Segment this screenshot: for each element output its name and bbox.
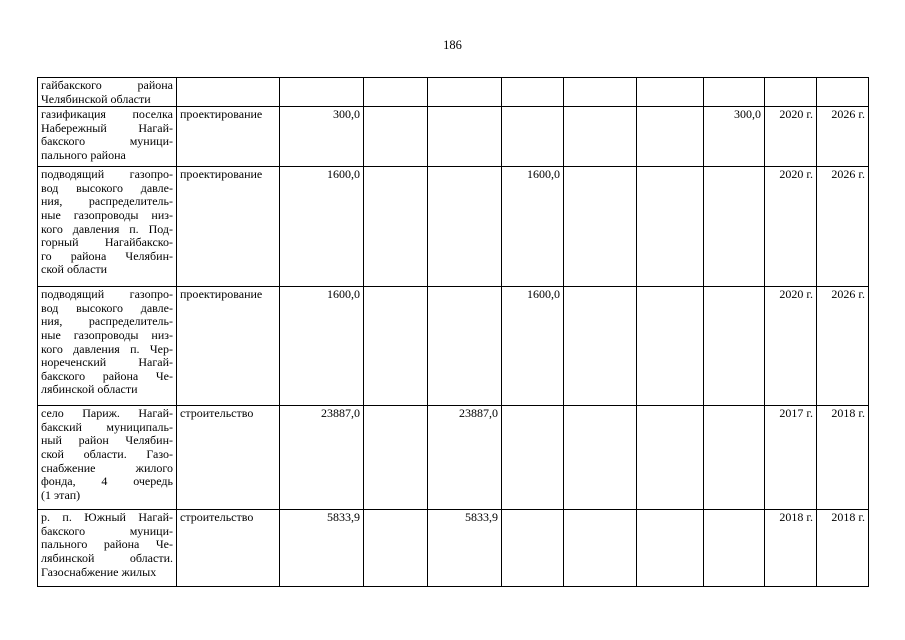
amount-cell <box>704 406 765 510</box>
amount-cell <box>704 510 765 587</box>
amount-cell: 5833,9 <box>428 510 502 587</box>
table-row <box>38 287 869 406</box>
amount-cell <box>564 107 637 167</box>
amount-cell <box>704 78 765 107</box>
object-name-line: кого давления п. Чер- <box>41 341 173 356</box>
work-type-cell: строительство <box>177 406 280 510</box>
object-name-line: пального района Че- <box>41 537 173 552</box>
total-cell: 23887,0 <box>280 406 364 510</box>
amount-cell <box>502 406 564 510</box>
amount-cell <box>637 406 704 510</box>
amount-cell <box>364 406 428 510</box>
object-name-line: село Париж. Нагай- <box>41 406 173 421</box>
amount-cell <box>637 167 704 287</box>
total-cell: 1600,0 <box>280 287 364 406</box>
object-name-line: (1 этап) <box>41 487 81 502</box>
amount-cell <box>428 78 502 107</box>
start-year-cell: 2020 г. <box>765 107 817 167</box>
total-cell: 5833,9 <box>280 510 364 587</box>
amount-cell: 1600,0 <box>502 287 564 406</box>
object-name-line: лябинской области <box>41 382 138 397</box>
amount-cell <box>428 167 502 287</box>
amount-cell <box>428 107 502 167</box>
work-type-cell <box>177 78 280 107</box>
object-name-cell <box>38 107 177 167</box>
amount-cell <box>502 78 564 107</box>
object-name-line: бакский муниципаль- <box>41 419 173 434</box>
object-name-line: подводящий газопро- <box>41 167 173 182</box>
amount-cell <box>564 287 637 406</box>
amount-cell <box>637 287 704 406</box>
amount-cell <box>637 78 704 107</box>
object-name-line: бакского муници- <box>41 134 173 149</box>
start-year-cell: 2018 г. <box>765 510 817 587</box>
object-name-line: бакского района Че- <box>41 368 173 383</box>
amount-cell: 23887,0 <box>428 406 502 510</box>
investment-table <box>37 77 869 587</box>
object-name-line: ской области <box>41 262 108 277</box>
object-name-line: вод высокого давле- <box>41 300 173 315</box>
object-name-line: лябинской области. <box>41 550 173 565</box>
object-name-line: фонда, 4 очередь <box>41 474 173 489</box>
end-year-cell: 2018 г. <box>817 406 869 510</box>
object-name-cell <box>38 167 177 287</box>
table-row <box>38 406 869 510</box>
end-year-cell: 2026 г. <box>817 107 869 167</box>
start-year-cell: 2017 г. <box>765 406 817 510</box>
object-name-line: снабжение жилого <box>41 460 173 475</box>
work-type-cell: строительство <box>177 510 280 587</box>
end-year-cell: 2018 г. <box>817 510 869 587</box>
amount-cell <box>704 287 765 406</box>
object-name-line: ный район Челябин- <box>41 433 173 448</box>
object-name-line: ния, распределитель- <box>41 194 173 209</box>
object-name-line: р. п. Южный Нагай- <box>41 510 173 525</box>
object-name-line: ные газопроводы низ- <box>41 327 173 342</box>
amount-cell <box>564 510 637 587</box>
start-year-cell: 2020 г. <box>765 167 817 287</box>
amount-cell <box>704 167 765 287</box>
amount-cell <box>502 510 564 587</box>
start-year-cell <box>765 78 817 107</box>
object-name-line: Челябинской области <box>41 91 151 106</box>
object-name-line: нореченский Нагай- <box>41 355 173 370</box>
object-name-cell <box>38 406 177 510</box>
object-name-line: вод высокого давле- <box>41 180 173 195</box>
table-row <box>38 107 869 167</box>
object-name-line: Газоснабжение жилых <box>41 564 157 579</box>
amount-cell <box>564 167 637 287</box>
amount-cell <box>502 107 564 167</box>
amount-cell <box>637 510 704 587</box>
end-year-cell: 2026 г. <box>817 287 869 406</box>
total-cell <box>280 78 364 107</box>
object-name-line: пального района <box>41 147 126 162</box>
object-name-line: бакского муници- <box>41 523 173 538</box>
total-cell: 1600,0 <box>280 167 364 287</box>
object-name-line: ской области. Газо- <box>41 446 173 461</box>
amount-cell <box>364 287 428 406</box>
work-type-cell: проектирование <box>177 287 280 406</box>
amount-cell <box>364 78 428 107</box>
object-name-line: подводящий газопро- <box>41 287 173 302</box>
object-name-line: Набережный Нагай- <box>41 120 173 135</box>
object-name-cell <box>38 78 177 107</box>
object-name-cell <box>38 287 177 406</box>
amount-cell <box>364 510 428 587</box>
table-row <box>38 78 869 107</box>
object-name-line: газификация поселка <box>41 107 173 122</box>
amount-cell <box>428 287 502 406</box>
end-year-cell: 2026 г. <box>817 167 869 287</box>
object-name-line: го района Челябин- <box>41 248 173 263</box>
start-year-cell: 2020 г. <box>765 287 817 406</box>
amount-cell <box>564 406 637 510</box>
object-name-line: гайбакского района <box>41 78 173 92</box>
object-name-line: горный Нагайбакско- <box>41 235 173 250</box>
table-row <box>38 510 869 587</box>
work-type-cell: проектирование <box>177 107 280 167</box>
object-name-line: кого давления п. Под- <box>41 221 173 236</box>
amount-cell: 300,0 <box>704 107 765 167</box>
total-cell: 300,0 <box>280 107 364 167</box>
object-name-line: ные газопроводы низ- <box>41 207 173 222</box>
amount-cell <box>364 107 428 167</box>
amount-cell: 1600,0 <box>502 167 564 287</box>
page-number: 186 <box>443 38 462 52</box>
object-name-cell <box>38 510 177 587</box>
table-row <box>38 167 869 287</box>
work-type-cell: проектирование <box>177 167 280 287</box>
amount-cell <box>637 107 704 167</box>
object-name-line: ния, распределитель- <box>41 314 173 329</box>
amount-cell <box>364 167 428 287</box>
amount-cell <box>564 78 637 107</box>
end-year-cell <box>817 78 869 107</box>
